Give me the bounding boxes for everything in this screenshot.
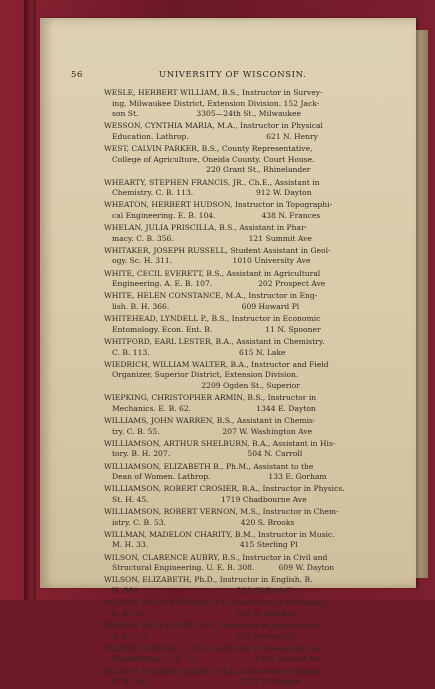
directory-entry <box>104 643 404 665</box>
staff-directory <box>104 88 404 689</box>
entry-name-line: WHITE, HELEN CONSTANCE, M.A., Instructor in Eng- <box>104 291 318 301</box>
entry-detail-line: Dean of Women. Lathrop. 133 E. Gorham <box>112 472 327 482</box>
entry-name-line: WILSON, GROVER C., B.S., Instructor in Steam and Gas <box>104 643 322 653</box>
entry-detail-line: tory. B. H. 207. 504 N. Carroll <box>112 449 303 459</box>
entry-name-line: WILLIAMS, JOHN WARREN, B.S., Assistant in Chemis- <box>104 415 316 425</box>
entry-detail-line: ing, Milwaukee District, Extension Division. 152 Jack- <box>112 98 320 108</box>
directory-entry <box>104 268 404 290</box>
entry-name-line: WHITEHEAD, LYNDELL P., B.S., Instructor in Economic <box>104 314 321 324</box>
entry-name-line: WILSON, ELIZABETH, Ph.D., Instructor in English. B. <box>104 575 313 585</box>
entry-detail-line: 2209 Ogden St., Superior <box>112 380 301 390</box>
directory-entry <box>104 144 404 176</box>
entry-name-line: WEST, CALVIN PARKER, B.S., County Representative, <box>104 144 313 154</box>
entry-name-line: WILLMAN, MADELON CHARITY, B.M., Instructor in Music. <box>104 529 335 539</box>
directory-entry <box>104 393 404 414</box>
directory-entry <box>104 415 404 437</box>
entry-name-line: WIEDRICH, WILLIAM WALTER, B.A., Instructor and Field <box>104 359 329 369</box>
directory-entry <box>104 666 404 688</box>
entry-detail-line: E. B. 62. 602 S. Baldwin <box>112 608 295 618</box>
entry-detail-line: istry. C. B. 53. 420 S. Brooks <box>112 517 295 527</box>
entry-name-line: WHEARTY, STEPHEN FRANCIS, JR., Ch.E., Assistant in <box>104 177 320 187</box>
page-number: 56 <box>71 70 84 80</box>
directory-entry <box>104 507 404 528</box>
entry-name-line: WIEPKING, CHRISTOPHER ARMIN, B.S., Instructor in <box>104 393 317 403</box>
entry-name-line: WHEATON, HERBERT HUDSON, Instructor in Topographi- <box>104 200 333 210</box>
entry-detail-line: lish. B. H. 366. 609 Howard Pl <box>112 302 300 312</box>
entry-detail-line: try. C. B. 55. 207 W. Washington Ave <box>112 426 313 436</box>
entry-name-line: WHELAN, JULIA PRISCILLA, B.S., Assistant in Phar- <box>104 223 308 233</box>
directory-entry <box>104 598 404 619</box>
entry-name-line: WILLIAMSON, ARTHUR SHELBURN, B.A., Assistant in His- <box>104 438 336 448</box>
directory-entry <box>104 620 404 642</box>
entry-detail-line: 220 Grant St., Rhinelander <box>112 165 311 175</box>
entry-detail-line: cal Engineering. E. B. 104. 438 N. Frances <box>112 210 321 220</box>
directory-entry <box>104 575 404 596</box>
running-title: UNIVERSITY OF WISCONSIN. <box>159 70 307 80</box>
directory-entry <box>104 200 404 221</box>
directory-entry <box>104 438 404 460</box>
entry-name-line: WHITE, CECIL EVERETT, B.S., Assistant in Agricultural <box>104 268 321 278</box>
directory-entry <box>104 484 404 505</box>
entry-detail-line: St. H. 45. 1719 Chadbourne Ave <box>112 494 307 504</box>
entry-name-line: WILSON, DAVID MATHIAS, B.S., Instructor in Mechanics. <box>104 598 329 608</box>
directory-entry <box>104 529 404 551</box>
entry-name-line: WHITAKER, JOSEPH RUSSELL, Student Assistant in Geol- <box>104 245 331 255</box>
entry-detail-line: C. B. 113. 615 N. Lake <box>112 347 286 357</box>
directory-entry <box>104 552 404 574</box>
entry-detail-line: Chemistry. C. B. 113. 912 W. Dayton <box>112 188 312 198</box>
entry-detail-line: Entomology. Econ. Ent. B. 11 N. Spooner <box>112 324 321 334</box>
directory-entry <box>104 88 404 120</box>
entry-detail-line: Engineering. E. B. 72. 1426 Atwood Ave <box>112 654 323 664</box>
entry-detail-line: College of Agriculture, Oneida County. Court House. <box>112 154 315 164</box>
page-header <box>71 70 407 84</box>
entry-detail-line: H. 364. 223 Clifford Ct <box>112 586 295 595</box>
directory-entry <box>104 223 404 244</box>
entry-detail-line: B. H. 361. 1222 W. Dayton <box>112 677 301 687</box>
entry-detail-line: M. H. 33. 415 Sterling Pl <box>112 540 298 550</box>
entry-detail-line: son St. 3305—24th St., Milwaukee <box>112 109 301 119</box>
entry-name-line: WILLIAMSON, ELIZABETH B., Ph.M., Assistant to the <box>104 461 314 471</box>
directory-entry <box>104 359 404 392</box>
directory-entry <box>104 291 404 312</box>
book-spine-edge <box>24 0 36 600</box>
entry-detail-line: macy. C. B. 356. 121 Summit Ave <box>112 233 312 243</box>
entry-name-line: WILLIAMSON, ROBERT VERNON, M.S., Instructor in Chem- <box>104 507 339 517</box>
entry-name-line: WILSON, CLARENCE AUBRY, B.S., Instructor in Civil and <box>104 552 328 562</box>
entry-detail-line: Engineering. A. E. B. 107. 202 Prospect Ave <box>112 279 326 289</box>
directory-entry <box>104 314 404 335</box>
entry-name-line: WESSON, CYNTHIA MARIA, M.A., Instructor in Physical <box>104 121 323 131</box>
directory-entry <box>104 461 404 483</box>
entry-detail-line: Mechanics. E. B. 62. 1344 E. Dayton <box>112 403 316 413</box>
entry-name-line: WILSON, DELLA FORD, B.S., Instructor in Applied Arts. <box>104 620 322 630</box>
entry-name-line: WILLIAMSON, ROBERT CROSIER, B.A., Instructor in Physics. <box>104 484 345 494</box>
directory-entry <box>104 337 404 358</box>
directory-entry <box>104 245 404 267</box>
entry-detail-line: Organizer, Superior District, Extension Division. <box>112 370 299 380</box>
entry-name-line: WESLE, HERBERT WILLIAM, B.S., Instructor in Survey- <box>104 88 323 97</box>
entry-name-line: WILSON, GEORGE PICKETT, M.A., Instructor in English. <box>104 666 325 676</box>
entry-detail-line: Education. Lathrop. 621 N. Henry <box>112 131 318 141</box>
entry-detail-line: Structural Engineering. U. E. B. 308. 609 W. Dayton <box>112 563 335 573</box>
directory-entry <box>104 177 404 199</box>
entry-detail-line: ogy. Sc. H. 311. 1010 University Ave <box>112 256 311 266</box>
entry-name-line: WHITFORD, EARL LESTER, B.A., Assistant in Chemistry. <box>104 337 325 346</box>
entry-detail-line: A. A. L. 3. 612 Howard Pl <box>112 631 295 641</box>
directory-entry <box>104 121 404 142</box>
